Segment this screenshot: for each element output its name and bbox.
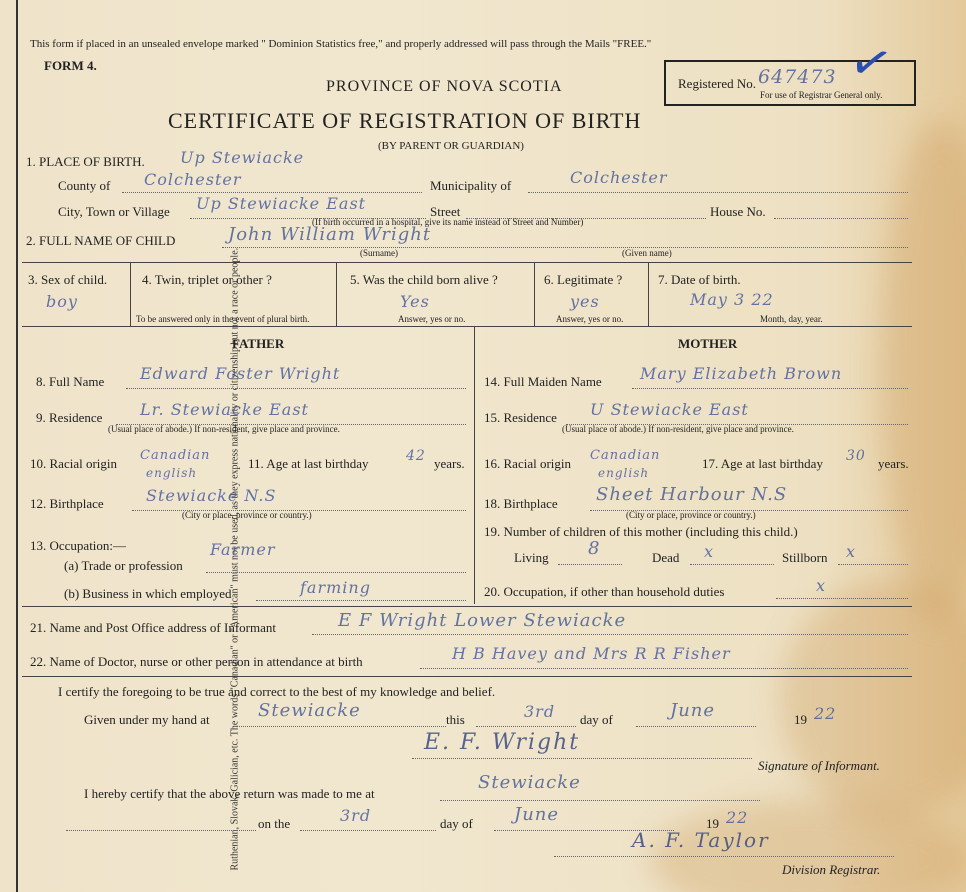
living-value: 8 — [588, 538, 601, 559]
mother-racial-2: english — [598, 466, 650, 480]
divider — [648, 262, 649, 326]
year-prefix: 19 — [794, 712, 807, 727]
child-label: 2. FULL NAME OF CHILD — [26, 233, 176, 248]
municipality-label: Municipality of — [430, 178, 512, 193]
mother-res-label: 15. Residence — [484, 410, 557, 425]
mother-occ-label: 20. Occupation, if other than household duties — [484, 584, 725, 599]
sex-label: 3. Sex of child. — [28, 272, 108, 287]
divider — [336, 262, 337, 326]
alive-label: 5. Was the child born alive ? — [350, 272, 498, 287]
line — [126, 388, 466, 389]
date-note: Month, day, year. — [760, 314, 823, 324]
line — [412, 758, 752, 759]
mother-bp-label: 18. Birthplace — [484, 496, 558, 511]
place-value: Up Stewiacke — [180, 148, 305, 167]
alive-note: Answer, yes or no. — [398, 314, 466, 324]
subtitle: (BY PARENT OR GUARDIAN) — [378, 140, 524, 152]
registrar-day-of: day of — [440, 816, 473, 831]
line — [632, 388, 908, 389]
county-label: County of — [58, 178, 111, 193]
twin-label: 4. Twin, triplet or other ? — [142, 272, 272, 287]
city-value: Up Stewiacke East — [196, 194, 367, 213]
house-line — [774, 218, 908, 219]
margin-line — [16, 0, 18, 892]
county-value: Colchester — [144, 170, 242, 189]
dead-value: x — [704, 542, 715, 561]
line — [300, 830, 436, 831]
father-bp-label: 12. Birthplace — [30, 496, 104, 511]
date-value: May 3 22 — [690, 290, 774, 309]
mother-res-note: (Usual place of abode.) If non-resident, give place and province. — [562, 424, 794, 434]
mother-occ-value: x — [816, 576, 827, 595]
certificate-title: CERTIFICATE OF REGISTRATION OF BIRTH — [168, 108, 642, 133]
twin-note: To be answered only in the event of plural birth. — [136, 314, 310, 324]
line — [440, 800, 760, 801]
legit-label: 6. Legitimate ? — [544, 272, 623, 287]
line — [690, 564, 774, 565]
province-title: PROVINCE OF NOVA SCOTIA — [326, 78, 563, 95]
dead-label: Dead — [652, 550, 680, 565]
father-heading: FATHER — [232, 336, 285, 351]
registrar-month: June — [514, 804, 560, 825]
doctor-label: 22. Name of Doctor, nurse or other person in attendance at birth — [30, 654, 363, 669]
father-birthplace: Stewiacke N.S — [146, 486, 277, 505]
stain — [880, 120, 966, 620]
line — [558, 564, 622, 565]
father-racial: Canadian — [140, 448, 211, 463]
street-label: Street — [430, 204, 461, 219]
informant-sig-label: Signature of Informant. — [758, 758, 880, 773]
mother-racial: Canadian — [590, 448, 661, 463]
legit-value: yes — [570, 292, 600, 311]
registrar-year-prefix: 19 — [706, 816, 719, 831]
given-day: 3rd — [524, 702, 556, 721]
mother-age-label: 17. Age at last birthday — [702, 456, 823, 471]
given-year: 22 — [814, 704, 837, 723]
municipality-line — [528, 192, 908, 193]
informant-value: E F Wright Lower Stewiacke — [338, 610, 627, 631]
on-the-label: on the — [258, 816, 291, 831]
living-label: Living — [514, 550, 549, 565]
father-res: Lr. Stewiacke East — [140, 400, 309, 419]
business-value: farming — [300, 578, 371, 597]
father-name-label: 8. Full Name — [36, 374, 105, 389]
divider — [22, 606, 912, 607]
line — [420, 668, 908, 669]
trade-label: (a) Trade or profession — [64, 558, 183, 573]
divider — [534, 262, 535, 326]
registrar-place: Stewiacke — [478, 772, 581, 793]
father-res-note: (Usual place of abode.) If non-resident, give place and province. — [108, 424, 340, 434]
given-label: Given under my hand at — [84, 712, 210, 727]
line — [776, 598, 908, 599]
line — [206, 572, 466, 573]
child-name: John William Wright — [228, 224, 432, 245]
form-number: FORM 4. — [44, 58, 97, 73]
registered-note: For use of Registrar General only. — [760, 90, 883, 100]
informant-signature: E. F. Wright — [424, 730, 581, 755]
mother-years: years. — [878, 456, 909, 471]
divider — [22, 676, 912, 677]
date-label: 7. Date of birth. — [658, 272, 741, 287]
check-mark-icon: ✓ — [843, 29, 899, 97]
side-text: Ruthenian, Slovak, Galician, etc. The words "Canadian" or "American" must not be used, as they express nationality or citizenship but not a race or people. — [229, 247, 241, 871]
mother-birthplace: Sheet Harbour N.S — [596, 484, 788, 505]
county-line — [122, 192, 422, 193]
registrar-day: 3rd — [340, 806, 372, 825]
top-notice: This form if placed in an unsealed envelope marked " Dominion Statistics free," and properly addressed will pass through the Mails "FREE." — [30, 38, 652, 50]
given-month: June — [670, 700, 716, 721]
father-racial-2: english — [146, 466, 198, 480]
place-label: 1. PLACE OF BIRTH. — [26, 154, 145, 169]
line — [236, 726, 446, 727]
line — [256, 600, 466, 601]
hospital-note: (If birth occurred in a hospital, give its name instead of Street and Number) — [312, 217, 584, 227]
doctor-value: H B Havey and Mrs R R Fisher — [452, 644, 731, 663]
center-divider — [474, 326, 475, 604]
father-name: Edward Foster Wright — [140, 364, 341, 383]
mother-name-label: 14. Full Maiden Name — [484, 374, 602, 389]
municipality-value: Colchester — [570, 168, 668, 187]
line — [636, 726, 756, 727]
children-label: 19. Number of children of this mother (including this child.) — [484, 524, 798, 539]
child-line — [222, 247, 908, 248]
mother-racial-label: 16. Racial origin — [484, 456, 572, 471]
alive-value: Yes — [400, 292, 430, 311]
registrar-signature: A. F. Taylor — [632, 828, 770, 852]
given-note: (Given name) — [622, 248, 672, 258]
mother-bp-note: (City or place, province or country.) — [626, 510, 756, 520]
given-place: Stewiacke — [258, 700, 361, 721]
line — [312, 634, 908, 635]
line — [476, 726, 576, 727]
mother-res: U Stewiacke East — [590, 400, 749, 419]
divider — [22, 326, 912, 327]
mother-age: 30 — [846, 448, 866, 464]
line — [838, 564, 908, 565]
still-value: x — [846, 542, 857, 561]
line — [554, 856, 894, 857]
mother-name: Mary Elizabeth Brown — [640, 364, 843, 383]
registrar-year: 22 — [726, 808, 749, 827]
father-age-label: 11. Age at last birthday — [248, 456, 369, 471]
house-label: House No. — [710, 204, 766, 219]
trade-value: Farmer — [210, 540, 276, 559]
sex-value: boy — [46, 292, 78, 311]
day-of-label: day of — [580, 712, 613, 727]
registrar-sig-label: Division Registrar. — [782, 862, 881, 877]
father-bp-note: (City or place, province or country.) — [182, 510, 312, 520]
father-years: years. — [434, 456, 465, 471]
registrar-text: I hereby certify that the above return was made to me at — [84, 786, 375, 801]
business-label: (b) Business in which employed — [64, 586, 232, 601]
registered-label: Registered No. — [678, 76, 756, 91]
registered-number: 647473 — [758, 66, 837, 88]
father-res-label: 9. Residence — [36, 410, 103, 425]
father-racial-label: 10. Racial origin — [30, 456, 118, 471]
occupation-label: 13. Occupation:— — [30, 538, 127, 553]
certify-text: I certify the foregoing to be true and correct to the best of my knowledge and belief. — [58, 684, 496, 699]
this-label: this — [446, 712, 465, 727]
divider — [22, 262, 912, 263]
city-label: City, Town or Village — [58, 204, 170, 219]
father-age: 42 — [406, 448, 426, 464]
line — [66, 830, 256, 831]
still-label: Stillborn — [782, 550, 828, 565]
divider — [130, 262, 131, 326]
informant-label: 21. Name and Post Office address of Informant — [30, 620, 276, 635]
legit-note: Answer, yes or no. — [556, 314, 624, 324]
mother-heading: MOTHER — [678, 336, 738, 351]
surname-note: (Surname) — [360, 248, 398, 258]
